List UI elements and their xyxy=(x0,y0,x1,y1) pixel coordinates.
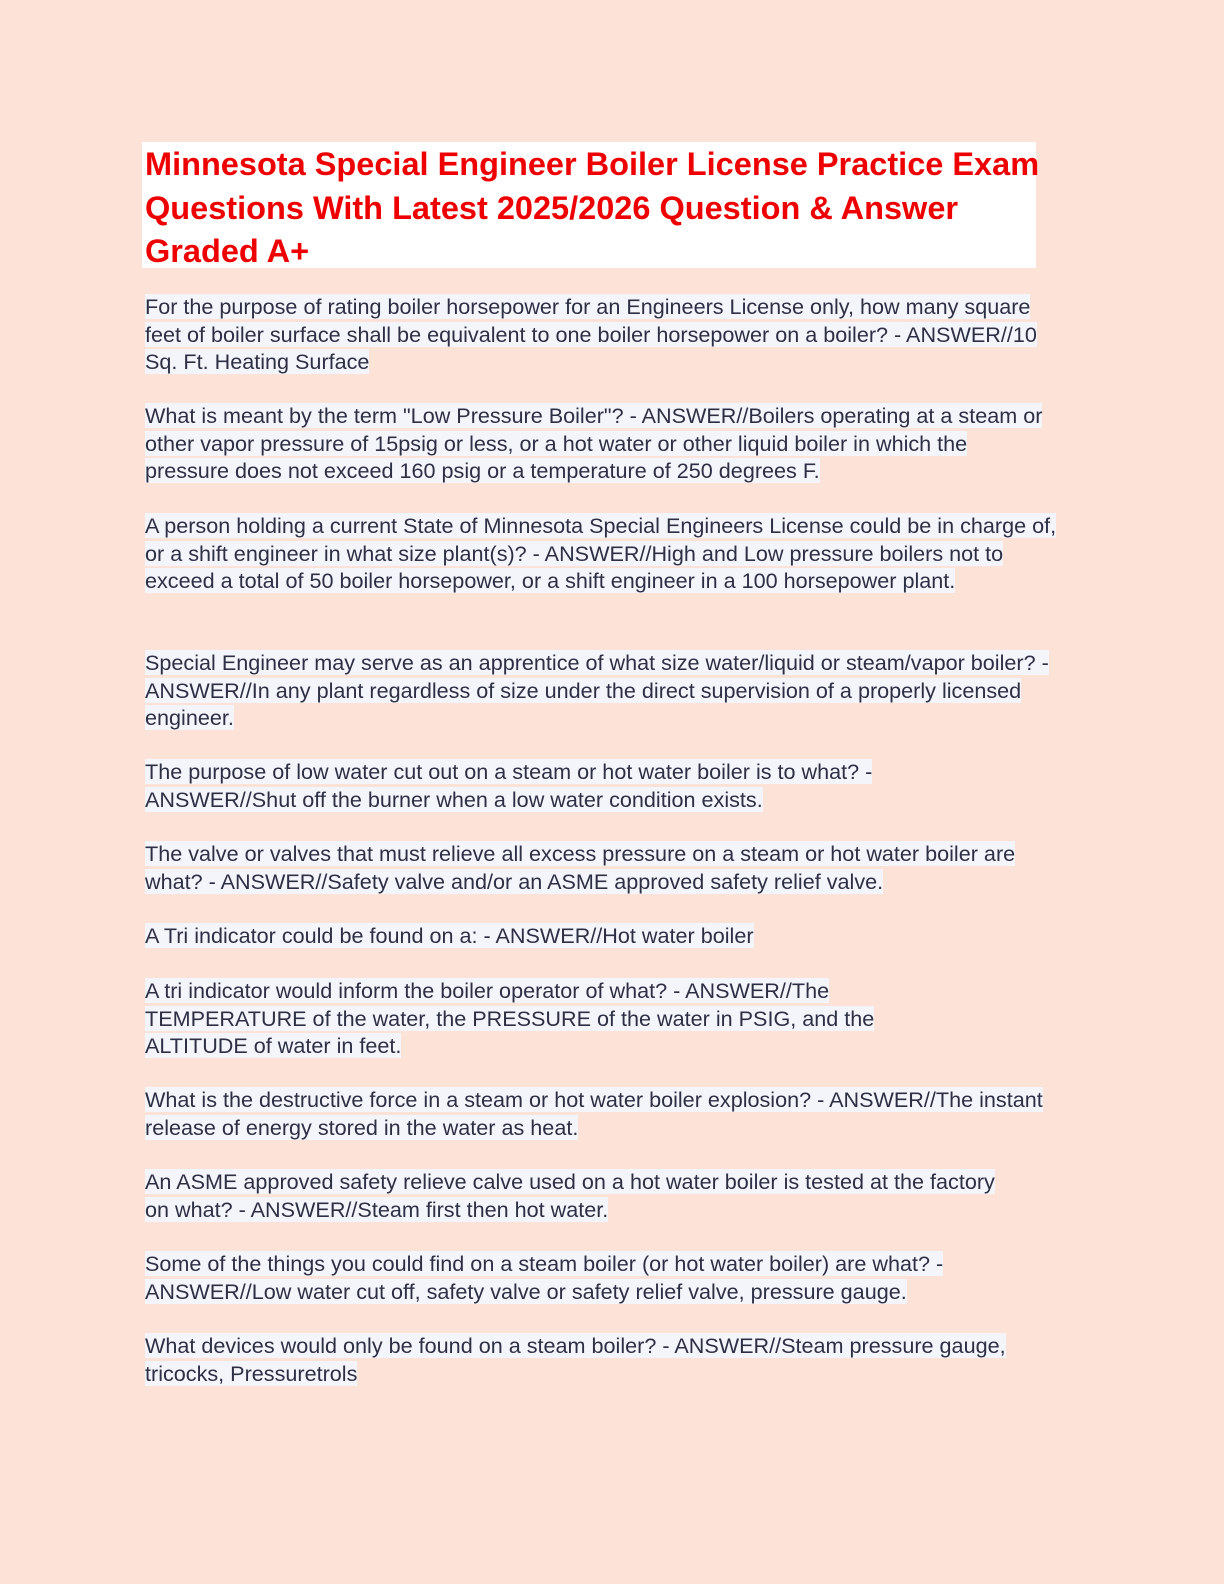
qa-item-8-text: A tri indicator would inform the boiler operator of what? - ANSWER//The TEMPERATURE of the water, the PRESSURE of the water in PSIG, and the ALTITUDE of water in feet. xyxy=(145,978,875,1058)
qa-item-8 xyxy=(145,977,965,1060)
document-title xyxy=(145,143,1045,274)
qa-item-3-text: A person holding a current State of Minnesota Special Engineers License could be in charge of, or a shift engineer in what size plant(s)? - ANSWER//High and Low pressure boilers not to exceed a total of 50 boiler horsepower, or a shift engineer in a 100 horsepower plant. xyxy=(145,513,1057,593)
qa-item-1-text: For the purpose of rating boiler horsepower for an Engineers License only, how many square feet of boiler surface shall be equivalent to one boiler horsepower on a boiler? - ANSWER//10 Sq. Ft. Heating Surface xyxy=(145,294,1037,374)
qa-item-2 xyxy=(145,402,1050,485)
qa-item-3 xyxy=(145,512,1070,595)
qa-item-1 xyxy=(145,293,1065,376)
qa-item-6 xyxy=(145,840,1075,895)
qa-item-6-text: The valve or valves that must relieve all excess pressure on a steam or hot water boiler are what? - ANSWER//Safety valve and/or an ASME approved safety relief valve. xyxy=(145,841,1016,894)
qa-item-5 xyxy=(145,758,960,813)
qa-item-12-text: What devices would only be found on a steam boiler? - ANSWER//Steam pressure gauge, tricocks, Pressuretrols xyxy=(145,1333,1006,1386)
qa-item-4-text: Special Engineer may serve as an apprentice of what size water/liquid or steam/vapor boiler? - ANSWER//In any plant regardless of size under the direct supervision of a properly licensed engineer. xyxy=(145,650,1049,730)
document-title-text: Minnesota Special Engineer Boiler License Practice Exam Questions With Latest 2025/2026 Question & Answer Graded A+ xyxy=(145,146,1040,269)
qa-item-7-text: A Tri indicator could be found on a: - ANSWER//Hot water boiler xyxy=(145,923,754,948)
qa-item-2-text: What is meant by the term "Low Pressure Boiler"? - ANSWER//Boilers operating at a steam or other vapor pressure of 15psig or less, or a hot water or other liquid boiler in which the pressure does not exceed 160 psig or a temperature of 250 degrees F. xyxy=(145,403,1043,483)
qa-item-9-text: What is the destructive force in a steam or hot water boiler explosion? - ANSWER//The instant release of energy stored in the water as heat. xyxy=(145,1087,1043,1140)
qa-item-10 xyxy=(145,1168,1020,1223)
qa-item-11-text: Some of the things you could find on a steam boiler (or hot water boiler) are what? - ANSWER//Low water cut off, safety valve or safety relief valve, pressure gauge. xyxy=(145,1251,944,1304)
qa-item-5-text: The purpose of low water cut out on a steam or hot water boiler is to what? - ANSWER//Shut off the burner when a low water condition exists. xyxy=(145,759,873,812)
qa-item-10-text: An ASME approved safety relieve calve used on a hot water boiler is tested at the factory on what? - ANSWER//Steam first then hot water. xyxy=(145,1169,995,1222)
qa-item-11 xyxy=(145,1250,1040,1305)
qa-item-9 xyxy=(145,1086,1073,1141)
qa-item-12 xyxy=(145,1332,1030,1387)
qa-item-4 xyxy=(145,649,1060,732)
qa-item-7 xyxy=(145,922,1085,950)
